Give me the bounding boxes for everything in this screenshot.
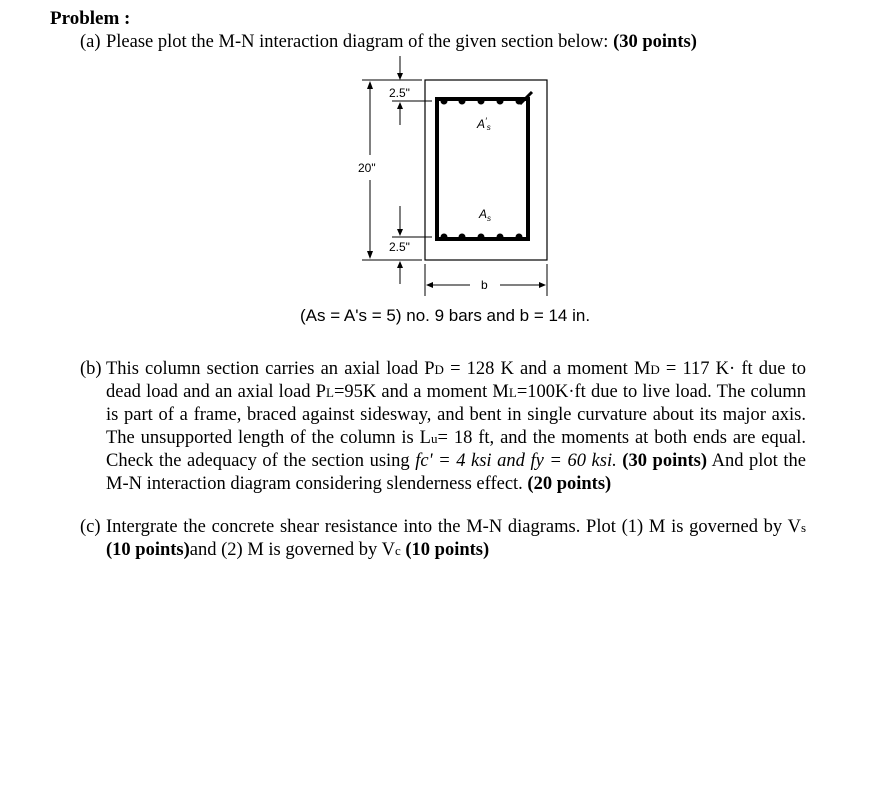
subscript: s bbox=[800, 520, 806, 535]
subscript: D bbox=[434, 362, 444, 377]
part-c-text: Intergrate the concrete shear resistance into the M-N diagrams. Plot (1) M is governed by V bbox=[106, 517, 801, 537]
bottom-cover-label: 2.5" bbox=[389, 240, 410, 254]
width-label: b bbox=[481, 278, 488, 292]
part-b-marker: (b) bbox=[80, 359, 102, 379]
subscript: L bbox=[508, 385, 517, 400]
part-c-body bbox=[106, 516, 806, 562]
height-label: 20" bbox=[358, 161, 376, 175]
part-a-points: (30 points) bbox=[613, 32, 697, 52]
part-c-text: and (2) M is governed by V bbox=[189, 540, 395, 560]
material-properties: fc' = 4 ksi and fy = 60 ksi. bbox=[415, 451, 617, 471]
part-a-marker: (a) bbox=[80, 32, 101, 52]
bottom-steel-label: $A_s$ bbox=[479, 207, 492, 223]
part-b-text: =100K·ft due to live load. The column is part of a frame, braced against sidesway, and bent in single curvature about its major axis. The unsupported length of the column is L bbox=[106, 382, 806, 448]
part-c-marker: (c) bbox=[80, 517, 101, 537]
part-b-body bbox=[106, 358, 806, 496]
part-b-points-1: (30 points) bbox=[622, 451, 708, 471]
top-cover-label: 2.5" bbox=[389, 86, 410, 100]
subscript: D bbox=[650, 362, 660, 377]
part-b-text: = 128 K and a moment M bbox=[443, 359, 651, 379]
part-b-text: = 18 ft, and the moments at both ends are equal. Check the adequacy of the section using bbox=[106, 428, 806, 471]
part-b-points-2: (20 points) bbox=[527, 474, 612, 494]
part-b-text: =95K and a moment M bbox=[333, 382, 509, 402]
part-b-text: And plot the M-N interaction diagram considering slenderness effect. bbox=[106, 451, 806, 494]
subscript: L bbox=[325, 385, 334, 400]
figure-caption: (As = A's = 5) no. 9 bars and b = 14 in. bbox=[300, 306, 591, 325]
subscript: u bbox=[430, 431, 438, 446]
top-steel-label: $A'_s$ bbox=[477, 116, 491, 132]
part-b-text: This column section carries an axial load P bbox=[106, 359, 435, 379]
part-c-points-1: (10 points) bbox=[106, 540, 190, 560]
part-a-text: Please plot the M-N interaction diagram of the given section below: bbox=[106, 32, 609, 52]
column-section-figure bbox=[0, 0, 888, 330]
subscript: c bbox=[394, 543, 401, 558]
problem-heading: Problem : bbox=[50, 8, 131, 29]
part-b-text: = 117 K· ft due to dead load and an axial load P bbox=[106, 359, 806, 402]
part-c-points-2: (10 points) bbox=[405, 540, 490, 560]
